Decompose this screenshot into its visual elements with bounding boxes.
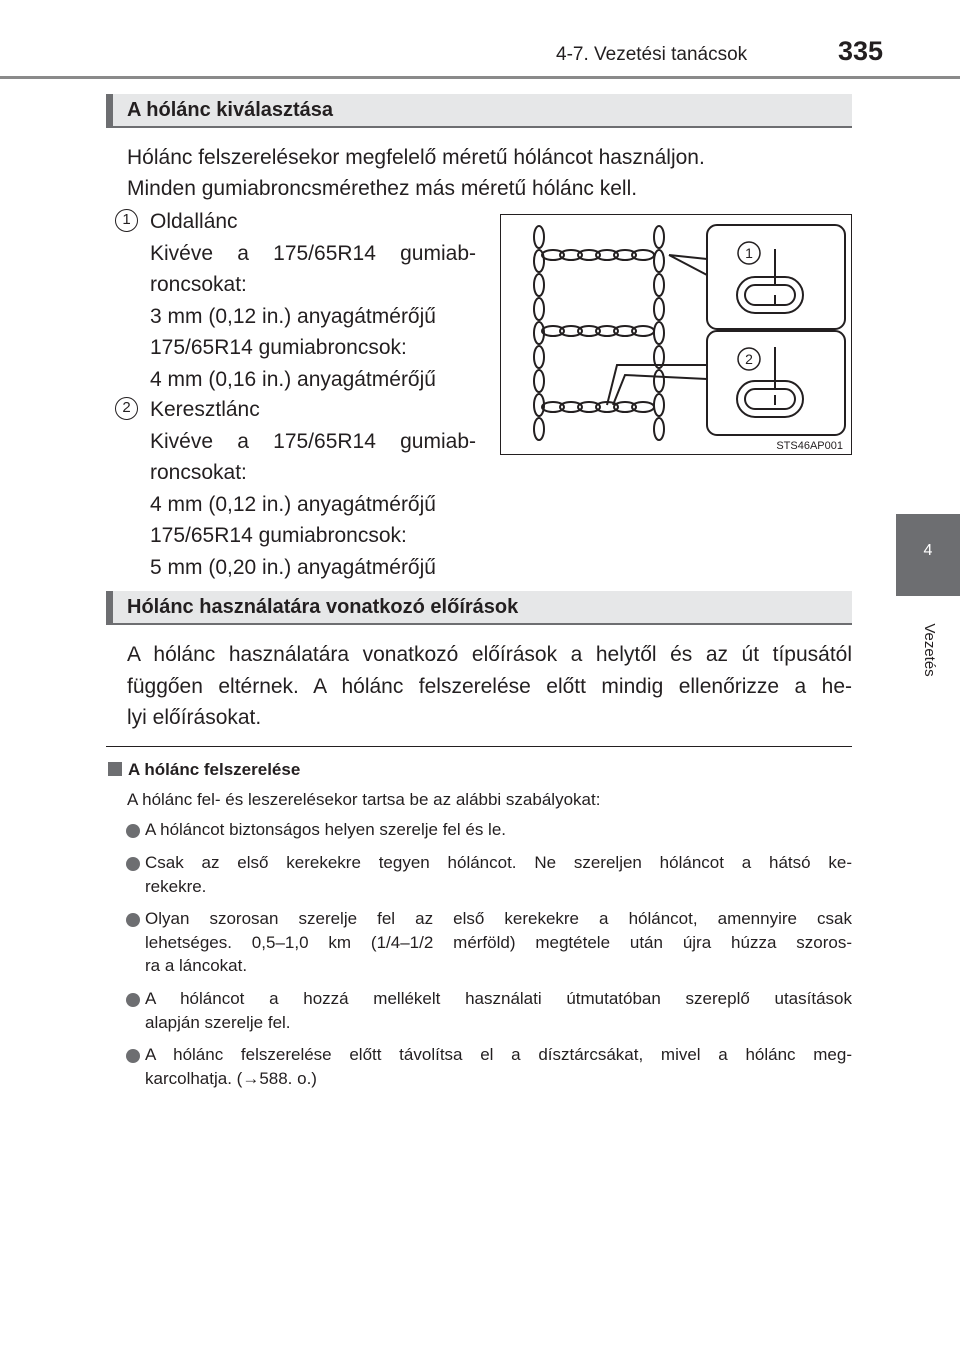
- section-heading-text: A hólánc kiválasztása: [127, 99, 334, 121]
- figure-code: STS46AP001: [776, 440, 843, 452]
- cross-chain-1: [542, 250, 654, 260]
- bullet-3-line-2: lehetséges. 0,5–1,0 km (1/4–1/2 mérföld) megtétele után újra húzza szoros-: [145, 932, 852, 952]
- item2-block: [150, 394, 476, 583]
- item1-block: [150, 206, 476, 395]
- bullet-3-line-3: ra a láncokat.: [145, 956, 248, 975]
- side-chain-right: [654, 226, 664, 440]
- item2-line3: 4 mm (0,12 in.) anyagátmérőjű: [150, 492, 436, 516]
- item1-line3: 3 mm (0,12 in.) anyagátmérőjű: [150, 304, 436, 328]
- item2-line2: roncsokat:: [150, 461, 247, 484]
- bullet-item-4: [145, 987, 852, 1034]
- square-bullet-icon: [108, 762, 122, 776]
- item1-line2: roncsokat:: [150, 273, 247, 296]
- bullet-item-3: [145, 907, 852, 978]
- subsection-intro: A hólánc fel- és leszerelésekor tartsa be az alábbi szabályokat:: [127, 790, 601, 809]
- callout-1: 1: [745, 245, 753, 261]
- section-heading-regulations: [106, 591, 852, 625]
- snow-chain-figure: [500, 214, 852, 455]
- regulations-line3: lyi előírásokat.: [127, 706, 262, 729]
- bullet-5-line-1: A hólánc felszerelése előtt távolítsa el a dísztárcsákat, mivel a hólánc meg-: [145, 1045, 852, 1064]
- snow-chain-illustration: [501, 215, 851, 454]
- item2-title: Keresztlánc: [150, 398, 260, 421]
- cross-chain-2: [542, 326, 654, 336]
- intro-line-2: Minden gumiabroncsmérethez más méretű hólánc kell.: [127, 177, 638, 200]
- subsection-heading: [108, 760, 300, 780]
- section-heading-choose-chain: [106, 94, 852, 128]
- regulations-paragraph: [127, 639, 852, 734]
- bullet-icon: [126, 824, 140, 838]
- regulations-line2: függően eltérnek. A hólánc felszerelése előtt mindig ellenőrizze a he-: [127, 674, 852, 698]
- bullet-icon: [126, 1049, 140, 1063]
- section-title: 4-7. Vezetési tanácsok: [556, 44, 748, 65]
- page-number: 335: [838, 36, 884, 66]
- intro-line-1: Hólánc felszerelésekor megfelelő méretű hóláncot használjon.: [127, 146, 705, 169]
- bullet-icon: [126, 993, 140, 1007]
- item1-title: Oldallánc: [150, 210, 238, 233]
- item2-line5: 5 mm (0,20 in.) anyagátmérőjű: [150, 555, 436, 579]
- bullet-1-line-1: A hóláncot biztonságos helyen szerelje fel és le.: [145, 820, 507, 839]
- regulations-line1: A hólánc használatára vonatkozó előírások a helytől és az út típusától: [127, 643, 852, 666]
- bullet-4-line-1: A hóláncot a hozzá mellékelt használati útmutatóban szereplő utasítások: [145, 989, 852, 1008]
- bullet-icon: [126, 857, 140, 871]
- cross-chain-3: [542, 402, 654, 412]
- item-number-2: 2: [115, 397, 138, 420]
- item1-line5: 4 mm (0,16 in.) anyagátmérőjű: [150, 367, 436, 391]
- callout-2: 2: [745, 351, 753, 367]
- bullet-4-line-2: alapján szerelje fel.: [145, 1012, 291, 1032]
- item2-line1: Kivéve a 175/65R14 gumiab-: [150, 429, 476, 453]
- item2-line4: 175/65R14 gumiabroncsok:: [150, 524, 407, 547]
- item1-line1: Kivéve a 175/65R14 gumiab-: [150, 241, 476, 265]
- item1-line4: 175/65R14 gumiabroncsok:: [150, 336, 407, 359]
- chapter-number: 4: [923, 542, 933, 559]
- bullet-3-line-1: Olyan szorosan szerelje fel az első kerekekre a hóláncot, amennyire csak: [145, 909, 852, 928]
- section-heading-text: Hólánc használatára vonatkozó előírások: [127, 596, 519, 618]
- bullet-item-5: [145, 1043, 852, 1090]
- bullet-item-2: [145, 851, 852, 898]
- subsection-heading-text: A hólánc felszerelése: [128, 760, 301, 779]
- bullet-item-1: [145, 818, 852, 842]
- bullet-2-line-2: rekekre.: [145, 876, 207, 896]
- chapter-tab: [896, 514, 960, 596]
- item-number-1: 1: [115, 209, 138, 232]
- header-divider: [0, 76, 960, 79]
- bullet-5-line-2: karcolhatja. (→588. o.): [145, 1068, 317, 1088]
- section-divider: [106, 746, 852, 747]
- bullet-2-line-1: Csak az első kerekekre tegyen hóláncot. Ne szereljen hóláncot a hátsó ke-: [145, 853, 852, 872]
- chapter-label: Vezetés: [921, 623, 938, 677]
- bullet-icon: [126, 913, 140, 927]
